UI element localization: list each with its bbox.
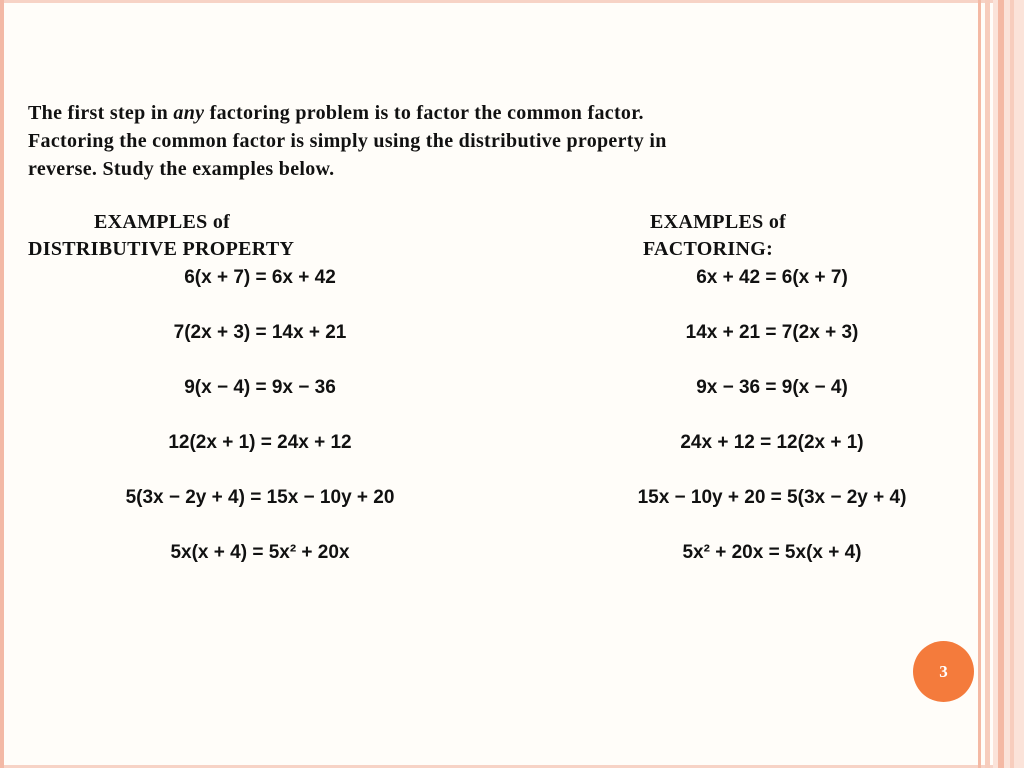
right-heading-line-2: FACTORING: [643, 238, 774, 260]
slide-left-border [0, 0, 4, 768]
distributive-example-4: 12(2x + 1) = 24x + 12 [168, 432, 352, 453]
distributive-example-2: 7(2x + 3) = 14x + 21 [173, 322, 347, 343]
factoring-example-2: 14x + 21 = 7(2x + 3) [685, 322, 859, 343]
factoring-example-3: 9x − 36 = 9(x − 4) [696, 377, 848, 398]
factoring-example-6: 5x² + 20x = 5x(x + 4) [682, 542, 862, 563]
intro-line-3: reverse. Study the examples below. [28, 158, 335, 180]
left-heading-line-1: EXAMPLES of [94, 211, 231, 233]
intro-emphasis: any [173, 102, 205, 124]
factoring-example-1: 6x + 42 = 6(x + 7) [696, 267, 848, 288]
right-decor-stripe [1010, 0, 1014, 768]
distributive-example-3: 9(x − 4) = 9x − 36 [184, 377, 336, 398]
right-decor-stripe [998, 0, 1004, 768]
distributive-example-6: 5x(x + 4) = 5x² + 20x [170, 542, 350, 563]
page-number-badge: 3 [913, 641, 974, 702]
intro-text: factoring problem is to factor the common factor. [204, 102, 644, 124]
intro-line-1 [28, 99, 928, 127]
distributive-example-1: 6(x + 7) = 6x + 42 [184, 267, 336, 288]
intro-text: The first step in [28, 102, 174, 124]
slide-top-border [0, 0, 1024, 3]
factoring-example-4: 24x + 12 = 12(2x + 1) [680, 432, 864, 453]
distributive-example-5: 5(3x − 2y + 4) = 15x − 10y + 20 [125, 487, 395, 508]
left-heading-line-2: DISTRIBUTIVE PROPERTY [28, 238, 295, 260]
right-heading-line-1: EXAMPLES of [650, 211, 787, 233]
factoring-example-5: 15x − 10y + 20 = 5(3x − 2y + 4) [637, 487, 907, 508]
intro-paragraph [28, 99, 928, 183]
intro-line-2: Factoring the common factor is simply using the distributive property in [28, 130, 667, 152]
